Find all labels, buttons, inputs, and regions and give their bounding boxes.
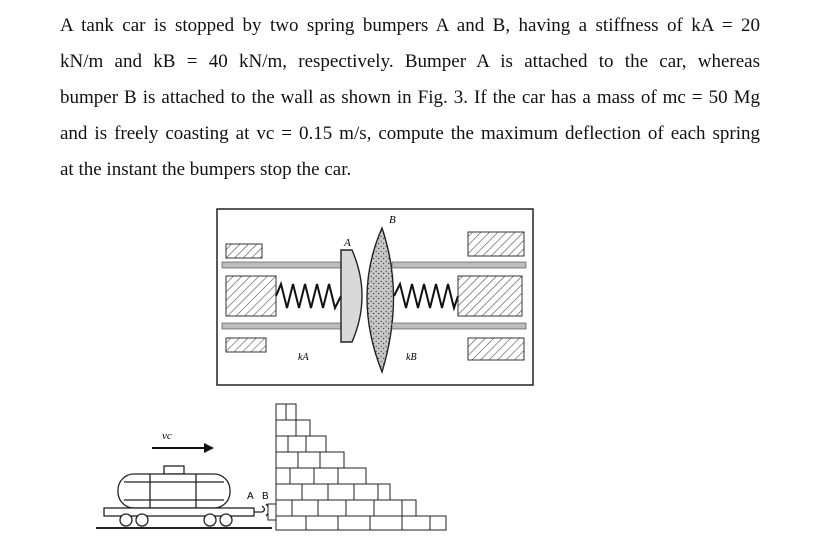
- label-car-a: A: [247, 491, 254, 502]
- brick-wall: [276, 404, 446, 530]
- problem-line-1: A tank car is stopped by two spring bumpers A and B, having a stiffness of kA = 20: [60, 15, 760, 36]
- label-bumper-a: A: [344, 237, 351, 249]
- problem-line-3: bumper B is attached to the wall as shown in Fig. 3. If the car has a mass of mc = 50 Mg: [60, 87, 760, 108]
- label-spring-ka: kA: [298, 352, 309, 363]
- problem-line-5: at the instant the bumpers stop the car.: [60, 159, 352, 180]
- bumper-detail-diagram: [217, 209, 533, 385]
- label-spring-kb: kB: [406, 352, 417, 363]
- problem-line-2: kN/m and kB = 40 kN/m, respectively. Bumper A is attached to the car, whereas: [60, 51, 760, 72]
- label-velocity: vc: [162, 430, 172, 442]
- label-bumper-b: B: [389, 214, 396, 226]
- tank-car: [96, 466, 272, 528]
- tank-car-scene: [96, 404, 446, 530]
- problem-line-4: and is freely coasting at vc = 0.15 m/s, compute the maximum deflection of each spring: [60, 123, 760, 144]
- label-car-b: B: [262, 491, 269, 502]
